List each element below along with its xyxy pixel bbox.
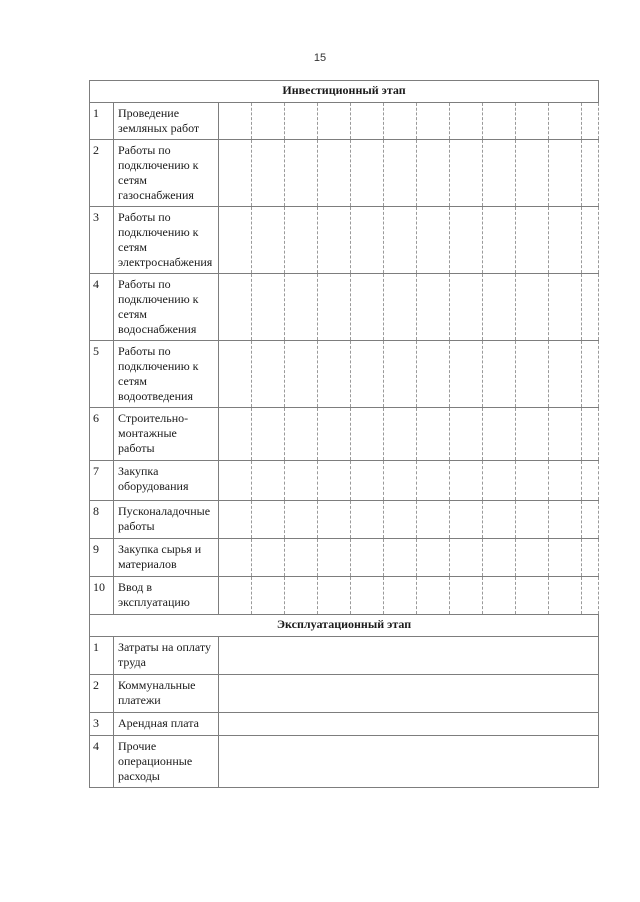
period-cell bbox=[252, 501, 285, 539]
period-cell bbox=[318, 461, 351, 501]
period-cell bbox=[252, 103, 285, 140]
row-number: 6 bbox=[90, 408, 114, 461]
row-name: Затраты на оплату труда bbox=[114, 637, 219, 675]
period-cell bbox=[516, 274, 549, 341]
period-cell bbox=[417, 274, 450, 341]
row-number: 2 bbox=[90, 675, 114, 713]
period-cell bbox=[582, 408, 599, 461]
period-span-cell bbox=[219, 675, 599, 713]
period-cell bbox=[351, 577, 384, 615]
period-cell bbox=[450, 207, 483, 274]
period-cell bbox=[483, 501, 516, 539]
period-cell bbox=[450, 341, 483, 408]
period-span-cell bbox=[219, 637, 599, 675]
period-cell bbox=[516, 539, 549, 577]
period-cell bbox=[285, 461, 318, 501]
period-cell bbox=[549, 274, 582, 341]
period-cell bbox=[384, 103, 417, 140]
project-schedule-table bbox=[89, 80, 599, 788]
row-name: Строительно-монтажные работы bbox=[114, 408, 219, 461]
table-row bbox=[90, 341, 599, 408]
period-cell bbox=[384, 539, 417, 577]
period-cell bbox=[351, 501, 384, 539]
page-number: 15 bbox=[313, 52, 327, 64]
period-cell bbox=[483, 461, 516, 501]
period-cell bbox=[318, 501, 351, 539]
period-cell bbox=[549, 103, 582, 140]
period-cell bbox=[219, 461, 252, 501]
period-cell bbox=[384, 140, 417, 207]
row-number: 7 bbox=[90, 461, 114, 501]
period-cell bbox=[285, 103, 318, 140]
row-name: Проведение земляных работ bbox=[114, 103, 219, 140]
period-cell bbox=[252, 539, 285, 577]
row-name: Работы по подключению к сетям водоотведения bbox=[114, 341, 219, 408]
period-cell bbox=[384, 274, 417, 341]
period-cell bbox=[285, 341, 318, 408]
period-cell bbox=[285, 577, 318, 615]
period-cell bbox=[252, 207, 285, 274]
period-cell bbox=[219, 140, 252, 207]
period-cell bbox=[450, 501, 483, 539]
period-cell bbox=[351, 274, 384, 341]
period-cell bbox=[450, 140, 483, 207]
period-cell bbox=[450, 539, 483, 577]
period-cell bbox=[516, 140, 549, 207]
period-cell bbox=[417, 103, 450, 140]
period-cell bbox=[417, 501, 450, 539]
period-cell bbox=[483, 140, 516, 207]
table-row bbox=[90, 461, 599, 501]
period-cell bbox=[417, 140, 450, 207]
table-row bbox=[90, 274, 599, 341]
period-cell bbox=[549, 140, 582, 207]
period-cell bbox=[483, 103, 516, 140]
period-cell bbox=[450, 461, 483, 501]
period-cell bbox=[318, 274, 351, 341]
table-row bbox=[90, 675, 599, 713]
row-number: 9 bbox=[90, 539, 114, 577]
row-name: Закупка оборудования bbox=[114, 461, 219, 501]
period-cell bbox=[219, 539, 252, 577]
period-cell bbox=[351, 103, 384, 140]
period-cell bbox=[450, 577, 483, 615]
period-cell bbox=[582, 207, 599, 274]
period-cell bbox=[417, 577, 450, 615]
period-cell bbox=[516, 207, 549, 274]
table-row bbox=[90, 713, 599, 736]
period-cell bbox=[516, 461, 549, 501]
period-cell bbox=[285, 539, 318, 577]
period-cell bbox=[549, 341, 582, 408]
row-name: Пусконаладочные работы bbox=[114, 501, 219, 539]
period-cell bbox=[582, 103, 599, 140]
period-cell bbox=[483, 577, 516, 615]
table-row bbox=[90, 207, 599, 274]
period-cell bbox=[252, 408, 285, 461]
period-cell bbox=[219, 577, 252, 615]
row-number: 1 bbox=[90, 103, 114, 140]
table-row bbox=[90, 103, 599, 140]
period-cell bbox=[318, 140, 351, 207]
period-cell bbox=[351, 341, 384, 408]
period-cell bbox=[516, 408, 549, 461]
row-number: 10 bbox=[90, 577, 114, 615]
period-cell bbox=[549, 207, 582, 274]
period-cell bbox=[450, 408, 483, 461]
period-cell bbox=[318, 341, 351, 408]
period-cell bbox=[417, 539, 450, 577]
period-cell bbox=[516, 341, 549, 408]
period-cell bbox=[516, 577, 549, 615]
period-cell bbox=[483, 341, 516, 408]
row-name: Коммунальные платежи bbox=[114, 675, 219, 713]
period-cell bbox=[549, 501, 582, 539]
row-number: 2 bbox=[90, 140, 114, 207]
period-cell bbox=[549, 539, 582, 577]
period-cell bbox=[285, 274, 318, 341]
investment-stage-row bbox=[90, 81, 599, 103]
period-cell bbox=[252, 341, 285, 408]
period-cell bbox=[252, 461, 285, 501]
period-cell bbox=[384, 461, 417, 501]
row-name: Арендная плата bbox=[114, 713, 219, 736]
row-number: 3 bbox=[90, 207, 114, 274]
period-cell bbox=[351, 539, 384, 577]
period-cell bbox=[384, 207, 417, 274]
table-row bbox=[90, 637, 599, 675]
row-number: 1 bbox=[90, 637, 114, 675]
row-number: 3 bbox=[90, 713, 114, 736]
period-cell bbox=[285, 207, 318, 274]
period-cell bbox=[549, 408, 582, 461]
period-cell bbox=[252, 274, 285, 341]
period-cell bbox=[318, 207, 351, 274]
period-cell bbox=[219, 207, 252, 274]
period-span-cell bbox=[219, 713, 599, 736]
period-cell bbox=[384, 408, 417, 461]
period-cell bbox=[318, 539, 351, 577]
table-row bbox=[90, 140, 599, 207]
row-name: Закупка сырья и материалов bbox=[114, 539, 219, 577]
period-span-cell bbox=[219, 736, 599, 788]
period-cell bbox=[549, 461, 582, 501]
period-cell bbox=[318, 577, 351, 615]
period-cell bbox=[483, 539, 516, 577]
row-name: Работы по подключению к сетям газоснабжения bbox=[114, 140, 219, 207]
table-row bbox=[90, 539, 599, 577]
row-number: 4 bbox=[90, 274, 114, 341]
period-cell bbox=[384, 501, 417, 539]
period-cell bbox=[384, 577, 417, 615]
period-cell bbox=[450, 103, 483, 140]
period-cell bbox=[219, 341, 252, 408]
period-cell bbox=[219, 501, 252, 539]
investment-stage-title: Инвестиционный этап bbox=[90, 81, 599, 103]
period-cell bbox=[417, 341, 450, 408]
period-cell bbox=[219, 274, 252, 341]
period-cell bbox=[549, 577, 582, 615]
period-cell bbox=[417, 461, 450, 501]
period-cell bbox=[582, 341, 599, 408]
row-name: Работы по подключению к сетям электроснабжения bbox=[114, 207, 219, 274]
table-row bbox=[90, 577, 599, 615]
row-number: 8 bbox=[90, 501, 114, 539]
period-cell bbox=[582, 461, 599, 501]
period-cell bbox=[417, 207, 450, 274]
table-row bbox=[90, 501, 599, 539]
period-cell bbox=[516, 501, 549, 539]
period-cell bbox=[483, 274, 516, 341]
row-name: Работы по подключению к сетям водоснабжения bbox=[114, 274, 219, 341]
period-cell bbox=[318, 408, 351, 461]
period-cell bbox=[483, 207, 516, 274]
period-cell bbox=[384, 341, 417, 408]
period-cell bbox=[582, 274, 599, 341]
table-row bbox=[90, 736, 599, 788]
period-cell bbox=[582, 577, 599, 615]
period-cell bbox=[582, 539, 599, 577]
table-row bbox=[90, 408, 599, 461]
period-cell bbox=[219, 408, 252, 461]
operation-stage-row bbox=[90, 615, 599, 637]
row-name: Ввод в эксплуатацию bbox=[114, 577, 219, 615]
period-cell bbox=[285, 140, 318, 207]
row-number: 5 bbox=[90, 341, 114, 408]
period-cell bbox=[351, 461, 384, 501]
period-cell bbox=[516, 103, 549, 140]
period-cell bbox=[582, 140, 599, 207]
period-cell bbox=[318, 103, 351, 140]
period-cell bbox=[285, 408, 318, 461]
period-cell bbox=[351, 408, 384, 461]
period-cell bbox=[285, 501, 318, 539]
period-cell bbox=[252, 577, 285, 615]
period-cell bbox=[417, 408, 450, 461]
row-number: 4 bbox=[90, 736, 114, 788]
row-name: Прочие операционные расходы bbox=[114, 736, 219, 788]
period-cell bbox=[483, 408, 516, 461]
period-cell bbox=[351, 207, 384, 274]
period-cell bbox=[582, 501, 599, 539]
period-cell bbox=[351, 140, 384, 207]
period-cell bbox=[252, 140, 285, 207]
period-cell bbox=[219, 103, 252, 140]
operation-stage-title: Эксплуатационный этап bbox=[90, 615, 599, 637]
period-cell bbox=[450, 274, 483, 341]
